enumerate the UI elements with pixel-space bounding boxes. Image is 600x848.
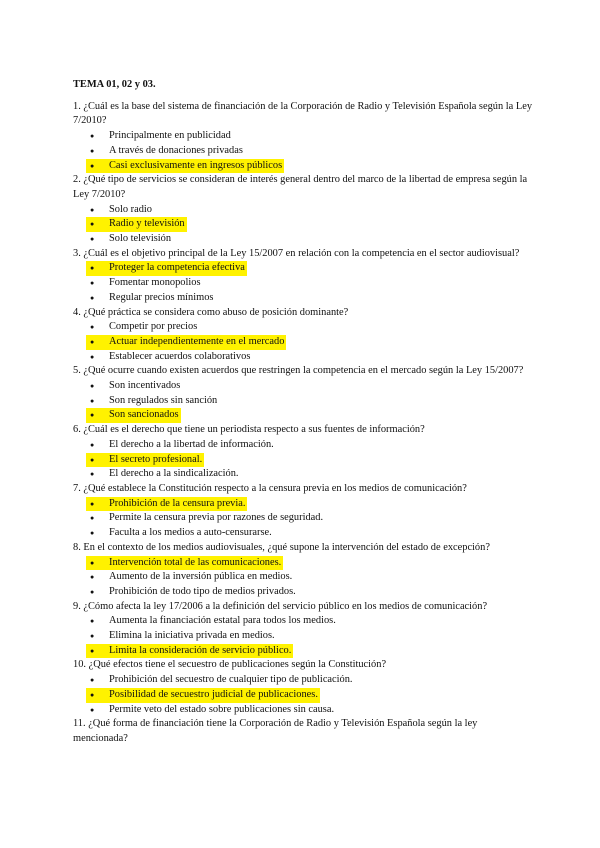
bullet-icon: ● [90,132,95,141]
answer-options [73,203,533,247]
answer-option-correct [73,688,533,703]
answer-text: Elimina la iniciativa privada en medios. [109,630,275,642]
bullet-icon: ● [90,205,95,214]
answer-options [73,438,533,482]
answer-text: Aumento de la inversión pública en medios. [109,571,293,583]
answer-option-correct [73,335,533,350]
question-item [73,100,533,174]
question-text: 3. ¿Cuál es el objetivo principal de la Ley 15/2007 en relación con la competencia en el sector audiovisual? [73,247,520,259]
question-item [73,541,533,600]
answer-text: El derecho a la sindicalización. [109,468,239,480]
answer-option [73,703,533,718]
answer-option-correct [73,159,533,174]
answer-option [73,511,533,526]
bullet-icon: ● [90,323,95,332]
answer-text: Son sancionados [109,409,179,421]
answer-options [73,614,533,658]
bullet-icon: ● [90,470,95,479]
answer-text: Prohibición de todo tipo de medios privados. [109,585,296,597]
question-list [73,100,533,747]
answer-text: Faculta a los medios a auto-censurarse. [109,527,272,539]
bullet-icon: ● [90,690,95,699]
answer-text: Permite veto del estado sobre publicaciones sin causa. [109,703,335,715]
answer-options [73,320,533,364]
answer-option-correct [73,408,533,423]
answer-text: Fomentar monopolios [109,277,201,289]
question-item [73,306,533,365]
bullet-icon: ● [90,529,95,538]
answer-text: Solo radio [109,203,153,215]
answer-text: Intervención total de las comunicaciones. [109,556,282,568]
document-content [73,78,533,747]
answer-option [73,467,533,482]
bullet-icon: ● [90,440,95,449]
question-text: 9. ¿Cómo afecta la ley 17/2006 a la definición del servicio público en los medios de comunicación? [73,600,488,612]
answer-option [73,570,533,585]
answer-option [73,144,533,159]
question-item [73,364,533,423]
bullet-icon: ● [90,352,95,361]
bullet-icon: ● [90,396,95,405]
answer-text: Establecer acuerdos colaborativos [109,350,251,362]
answer-text: Radio y televisión [109,218,185,230]
bullet-icon: ● [90,235,95,244]
answer-text: Casi exclusivamente en ingresos públicos [109,159,283,171]
question-item [73,600,533,659]
answer-text: Son regulados sin sanción [109,394,218,406]
bullet-icon: ● [90,587,95,596]
bullet-icon: ● [90,337,95,346]
bullet-icon: ● [90,573,95,582]
bullet-icon: ● [90,146,95,155]
answer-text: Proteger la competencia efectiva [109,262,245,274]
answer-text: Actuar independientemente en el mercado [109,335,285,347]
answer-options [73,261,533,305]
question-item [73,173,533,247]
answer-options [73,497,533,541]
answer-option [73,320,533,335]
bullet-icon: ● [90,646,95,655]
answer-option [73,526,533,541]
answer-option [73,291,533,306]
bullet-icon: ● [90,632,95,641]
answer-option-correct [73,497,533,512]
question-text: 11. ¿Qué forma de financiación tiene la Corporación de Radio y Televisión Española según la ley mencionada? [73,718,478,744]
answer-text: Son incentivados [109,380,181,392]
bullet-icon: ● [90,161,95,170]
answer-option-correct [73,556,533,571]
answer-options [73,379,533,423]
bullet-icon: ● [90,382,95,391]
bullet-icon: ● [90,705,95,714]
answer-text: Prohibición de la censura previa. [109,497,246,509]
answer-option [73,203,533,218]
question-item [73,247,533,306]
answer-text: Permite la censura previa por razones de seguridad. [109,512,324,524]
question-text: 6. ¿Cuál es el derecho que tiene un periodista respecto a sus fuentes de información? [73,424,425,436]
answer-option [73,394,533,409]
question-text: 2. ¿Qué tipo de servicios se consideran de interés general dentro del marco de la libertad de empresa según la Ley 7/2010? [73,174,528,200]
answer-option [73,129,533,144]
answer-options [73,673,533,717]
answer-option [73,673,533,688]
document-title: TEMA 01, 02 y 03. [73,79,156,90]
answer-text: El secreto profesional. [109,453,203,465]
question-text: 10. ¿Qué efectos tiene el secuestro de publicaciones según la Constitución? [73,659,387,671]
bullet-icon: ● [90,455,95,464]
answer-option [73,379,533,394]
answer-text: Principalmente en publicidad [109,130,231,142]
answer-text: Posibilidad de secuestro judicial de publicaciones. [109,688,318,700]
question-item [73,658,533,717]
bullet-icon: ● [90,264,95,273]
bullet-icon: ● [90,676,95,685]
bullet-icon: ● [90,220,95,229]
bullet-icon: ● [90,558,95,567]
question-item [73,717,533,746]
answer-text: Prohibición del secuestro de cualquier tipo de publicación. [109,674,353,686]
bullet-icon: ● [90,617,95,626]
answer-option [73,350,533,365]
answer-text: El derecho a la libertad de información. [109,438,274,450]
answer-option [73,232,533,247]
question-item [73,482,533,541]
bullet-icon: ● [90,293,95,302]
question-text: 1. ¿Cuál es la base del sistema de financiación de la Corporación de Radio y Televisión Española según la Ley 7/2010? [73,100,533,127]
question-text: 7. ¿Qué establece la Constitución respecto a la censura previa en los medios de comunicación? [73,482,467,494]
answer-option [73,629,533,644]
answer-option [73,614,533,629]
bullet-icon: ● [90,514,95,523]
answer-text: Regular precios mínimos [109,291,214,303]
answer-text: Competir por precios [109,321,198,333]
answer-text: Aumenta la financiación estatal para todos los medios. [109,615,336,627]
answer-options [73,129,533,173]
answer-text: Solo televisión [109,233,172,245]
question-text: 5. ¿Qué ocurre cuando existen acuerdos que restringen la competencia en el mercado según la Ley 15/2007? [73,365,524,377]
bullet-icon: ● [90,411,95,420]
bullet-icon: ● [90,499,95,508]
answer-option [73,585,533,600]
question-item [73,423,533,482]
answer-option-correct [73,217,533,232]
answer-text: A través de donaciones privadas [109,144,243,156]
answer-option [73,276,533,291]
question-text: 8. En el contexto de los medios audiovisuales, ¿qué supone la intervención del estado de excepción? [73,541,490,553]
answer-option-correct [73,453,533,468]
answer-text: Limita la consideración de servicio público. [109,644,292,656]
bullet-icon: ● [90,279,95,288]
answer-options [73,556,533,600]
answer-option [73,438,533,453]
answer-option-correct [73,644,533,659]
answer-option-correct [73,261,533,276]
question-text: 4. ¿Qué práctica se considera como abuso de posición dominante? [73,306,349,318]
